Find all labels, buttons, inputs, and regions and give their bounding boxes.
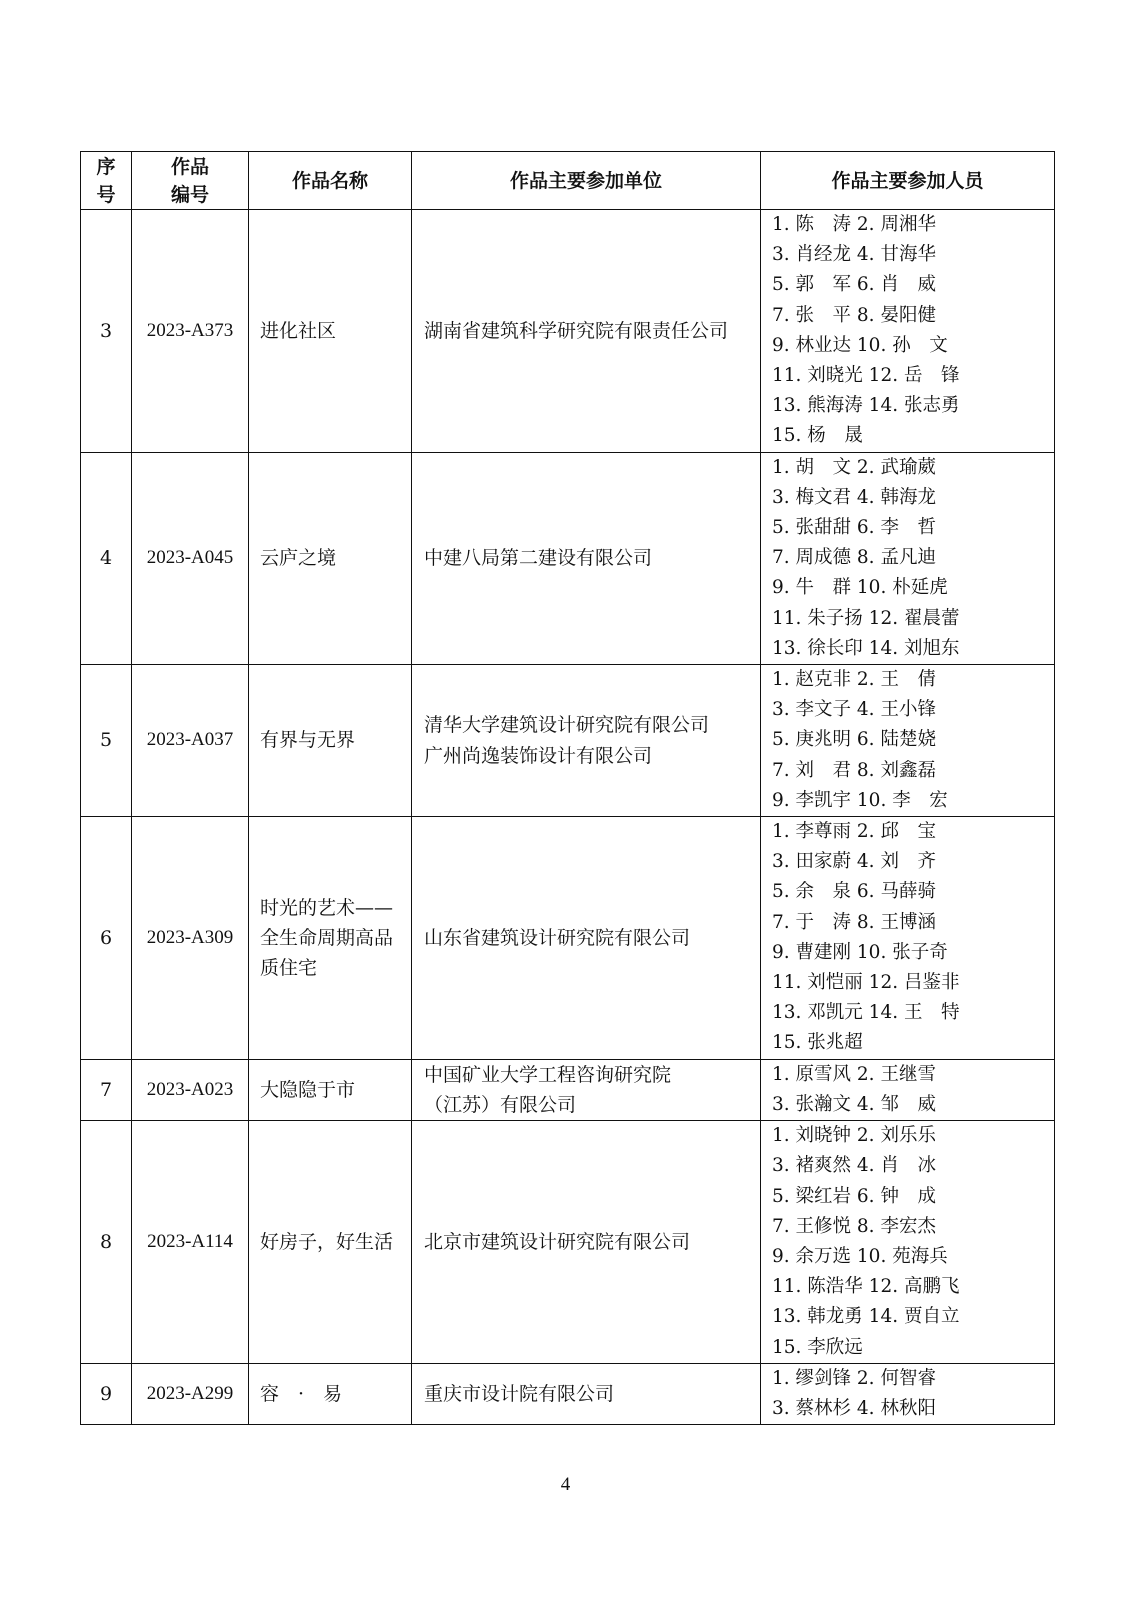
cell-seq: 9 xyxy=(81,1363,132,1424)
table-header xyxy=(81,152,1055,210)
table-row xyxy=(81,665,1055,817)
cell-unit: 湖南省建筑科学研究院有限责任公司 xyxy=(412,210,761,453)
cell-code: 2023-A114 xyxy=(132,1121,249,1364)
cell-code: 2023-A373 xyxy=(132,210,249,453)
cell-people: 1. 陈 涛 2. 周湘华 3. 肖经龙 4. 甘海华 5. 郭 军 6. 肖 威 7. 张 平 8. 晏阳健 9. 林业达 10. 孙 文 11. 刘晓光 12. 岳 锋 13. 熊海涛 14. 张志勇 15. 杨 晟 xyxy=(761,210,1055,453)
cell-unit: 中国矿业大学工程咨询研究院 （江苏）有限公司 xyxy=(412,1059,761,1120)
header-unit: 作品主要参加单位 xyxy=(412,152,761,210)
cell-people: 1. 胡 文 2. 武瑜葳 3. 梅文君 4. 韩海龙 5. 张甜甜 6. 李 哲 7. 周成德 8. 孟凡迪 9. 牛 群 10. 朴延虎 11. 朱子扬 12. 翟晨蕾 13. 徐长印 14. 刘旭东 xyxy=(761,452,1055,664)
table-row xyxy=(81,1059,1055,1120)
cell-seq: 7 xyxy=(81,1059,132,1120)
cell-code: 2023-A309 xyxy=(132,817,249,1060)
table-row xyxy=(81,452,1055,664)
cell-code: 2023-A045 xyxy=(132,452,249,664)
cell-title: 云庐之境 xyxy=(249,452,412,664)
cell-people: 1. 原雪风 2. 王继雪 3. 张瀚文 4. 邹 威 xyxy=(761,1059,1055,1120)
cell-seq: 4 xyxy=(81,452,132,664)
cell-unit: 重庆市设计院有限公司 xyxy=(412,1363,761,1424)
cell-unit: 北京市建筑设计研究院有限公司 xyxy=(412,1121,761,1364)
cell-code: 2023-A299 xyxy=(132,1363,249,1424)
cell-title: 容 · 易 xyxy=(249,1363,412,1424)
cell-title: 好房子，好生活 xyxy=(249,1121,412,1364)
cell-people: 1. 缪剑锋 2. 何智睿 3. 蔡林杉 4. 林秋阳 xyxy=(761,1363,1055,1424)
header-seq: 序 号 xyxy=(81,152,132,210)
cell-title: 大隐隐于市 xyxy=(249,1059,412,1120)
cell-code: 2023-A037 xyxy=(132,665,249,817)
table-row xyxy=(81,210,1055,453)
header-people: 作品主要参加人员 xyxy=(761,152,1055,210)
header-code: 作品 编号 xyxy=(132,152,249,210)
cell-unit: 中建八局第二建设有限公司 xyxy=(412,452,761,664)
cell-unit: 山东省建筑设计研究院有限公司 xyxy=(412,817,761,1060)
table-body xyxy=(81,210,1055,1425)
cell-seq: 5 xyxy=(81,665,132,817)
page-number: 4 xyxy=(560,1474,571,1495)
cell-people: 1. 刘晓钟 2. 刘乐乐 3. 褚爽然 4. 肖 冰 5. 梁红岩 6. 钟 成 7. 王修悦 8. 李宏杰 9. 余万选 10. 苑海兵 11. 陈浩华 12. 高鹏飞 13. 韩龙勇 14. 贾自立 15. 李欣远 xyxy=(761,1121,1055,1364)
header-title: 作品名称 xyxy=(249,152,412,210)
cell-code: 2023-A023 xyxy=(132,1059,249,1120)
cell-title: 有界与无界 xyxy=(249,665,412,817)
cell-title: 进化社区 xyxy=(249,210,412,453)
cell-people: 1. 赵克非 2. 王 倩 3. 李文子 4. 王小锋 5. 庚兆明 6. 陆楚娆 7. 刘 君 8. 刘鑫磊 9. 李凯宇 10. 李 宏 xyxy=(761,665,1055,817)
cell-people: 1. 李尊雨 2. 邱 宝 3. 田家蔚 4. 刘 齐 5. 余 泉 6. 马薛骑 7. 于 涛 8. 王博涵 9. 曹建刚 10. 张子奇 11. 刘恺丽 12. 吕鉴非 13. 邓凯元 14. 王 特 15. 张兆超 xyxy=(761,817,1055,1060)
cell-title: 时光的艺术—— 全生命周期高品 质住宅 xyxy=(249,817,412,1060)
entries-table xyxy=(80,151,1055,1425)
cell-unit: 清华大学建筑设计研究院有限公司 广州尚逸装饰设计有限公司 xyxy=(412,665,761,817)
table-row xyxy=(81,1363,1055,1424)
header-row xyxy=(81,152,1055,210)
table-row xyxy=(81,1121,1055,1364)
cell-seq: 6 xyxy=(81,817,132,1060)
table-row xyxy=(81,817,1055,1060)
cell-seq: 3 xyxy=(81,210,132,453)
cell-seq: 8 xyxy=(81,1121,132,1364)
